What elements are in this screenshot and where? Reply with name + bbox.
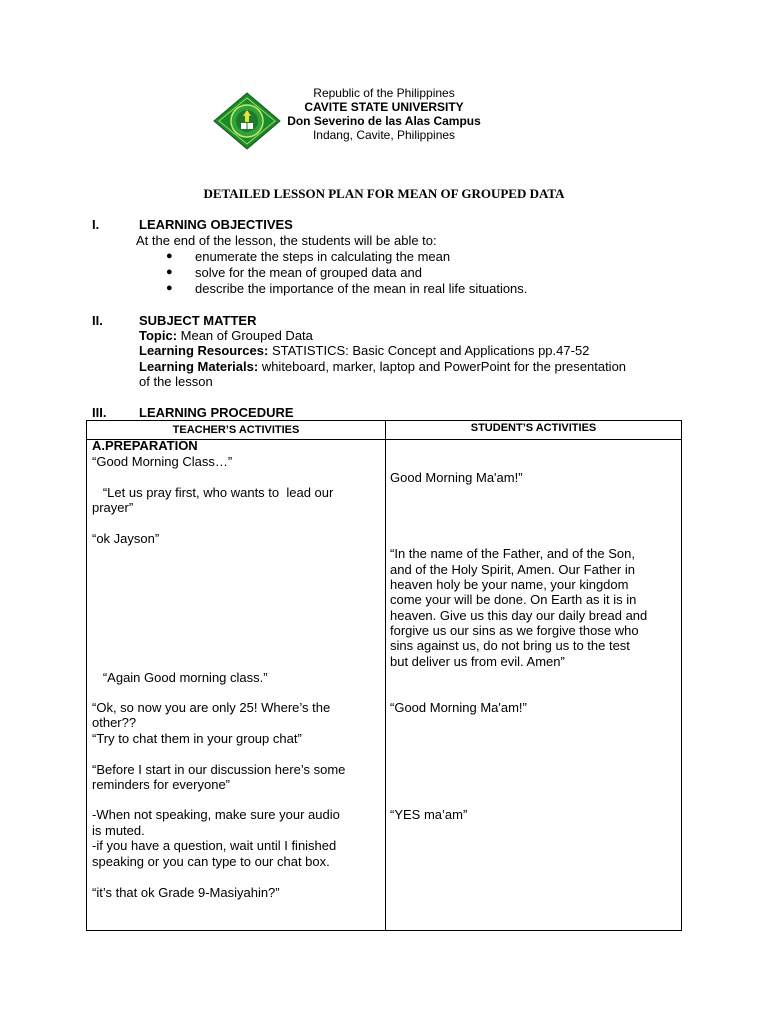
- student-prayer-line: “In the name of the Father, and of the Son,: [390, 546, 635, 561]
- document-header: [0, 86, 768, 142]
- section-2-number: II.: [92, 313, 103, 328]
- materials-continued: of the lesson: [139, 374, 213, 389]
- materials-label: Learning Materials:: [139, 359, 259, 374]
- teacher-line: other??: [92, 715, 137, 730]
- objective-item: solve for the mean of grouped data and: [195, 265, 422, 280]
- topic-value: Mean of Grouped Data: [177, 328, 313, 343]
- teacher-line: “ok Jayson”: [92, 531, 160, 546]
- objective-item: describe the importance of the mean in real life situations.: [195, 281, 528, 296]
- section-1-number: I.: [92, 217, 100, 232]
- objectives-intro: At the end of the lesson, the students will be able to:: [136, 233, 437, 248]
- student-prayer-line: heaven holy be your name, your kingdom: [390, 577, 629, 592]
- header-location: Indang, Cavite, Philippines: [312, 128, 456, 142]
- section-3-number: III.: [92, 405, 107, 420]
- bullet-icon: ●: [166, 282, 173, 294]
- teacher-line: is muted.: [92, 823, 145, 838]
- teacher-line: “Before I start in our discussion here’s some: [92, 762, 346, 777]
- section-2-heading: SUBJECT MATTER: [139, 313, 257, 328]
- header-republic: Republic of the Philippines: [313, 86, 455, 100]
- bullet-icon: ●: [166, 250, 173, 262]
- teacher-line: “Let us pray first, who wants to lead our: [92, 485, 334, 500]
- bullet-icon: ●: [166, 266, 173, 278]
- header-university: CAVITE STATE UNIVERSITY: [304, 100, 464, 114]
- materials-line: [139, 359, 626, 375]
- teacher-line: “Again Good morning class.”: [92, 670, 268, 685]
- topic-label: Topic:: [139, 328, 178, 343]
- student-prayer-line: come your will be done. On Earth as it is in: [390, 592, 637, 607]
- preparation-heading: A.PREPARATION: [92, 438, 198, 453]
- teacher-line: “it’s that ok Grade 9-Masiyahin?”: [92, 885, 280, 900]
- section-1-heading: LEARNING OBJECTIVES: [139, 217, 293, 232]
- student-prayer-line: forgive us our sins as we forgive those who: [390, 623, 639, 638]
- teacher-column-header: TEACHER’S ACTIVITIES: [172, 424, 300, 436]
- student-line: Good Morning Ma'am!”: [390, 470, 523, 485]
- document-title: DETAILED LESSON PLAN FOR MEAN OF GROUPED DATA: [203, 186, 565, 201]
- teacher-line: speaking or you can type to our chat box.: [92, 854, 330, 869]
- student-prayer-line: sins against us, do not bring us to the test: [390, 638, 630, 653]
- student-prayer-line: heaven. Give us this day our daily bread and: [390, 608, 648, 623]
- student-prayer-line: but deliver us from evil. Amen”: [390, 654, 565, 669]
- resources-value: STATISTICS: Basic Concept and Applications pp.47-52: [268, 343, 590, 358]
- materials-value: whiteboard, marker, laptop and PowerPoint for the presentation: [258, 359, 627, 374]
- header-campus: Don Severino de las Alas Campus: [287, 114, 481, 128]
- student-column-header: STUDENT’S ACTIVITIES: [470, 422, 597, 434]
- student-line: “YES ma’am”: [390, 807, 468, 822]
- topic-line: [139, 328, 313, 344]
- section-3-heading: LEARNING PROCEDURE: [139, 405, 294, 420]
- student-line: “Good Morning Ma'am!”: [390, 700, 527, 715]
- objective-item: enumerate the steps in calculating the mean: [195, 249, 451, 264]
- table-column-divider: [385, 421, 386, 930]
- teacher-line: “Try to chat them in your group chat”: [92, 731, 302, 746]
- teacher-line: prayer”: [92, 500, 134, 515]
- teacher-line: “Ok, so now you are only 25! Where’s the: [92, 700, 331, 715]
- teacher-line: -When not speaking, make sure your audio: [92, 807, 340, 822]
- student-prayer-line: and of the Holy Spirit, Amen. Our Father in: [390, 562, 635, 577]
- teacher-line: reminders for everyone”: [92, 777, 230, 792]
- teacher-line: -if you have a question, wait until I finished: [92, 838, 337, 853]
- teacher-line: “Good Morning Class…”: [92, 454, 233, 469]
- resources-line: [139, 343, 589, 359]
- resources-label: Learning Resources:: [139, 343, 269, 358]
